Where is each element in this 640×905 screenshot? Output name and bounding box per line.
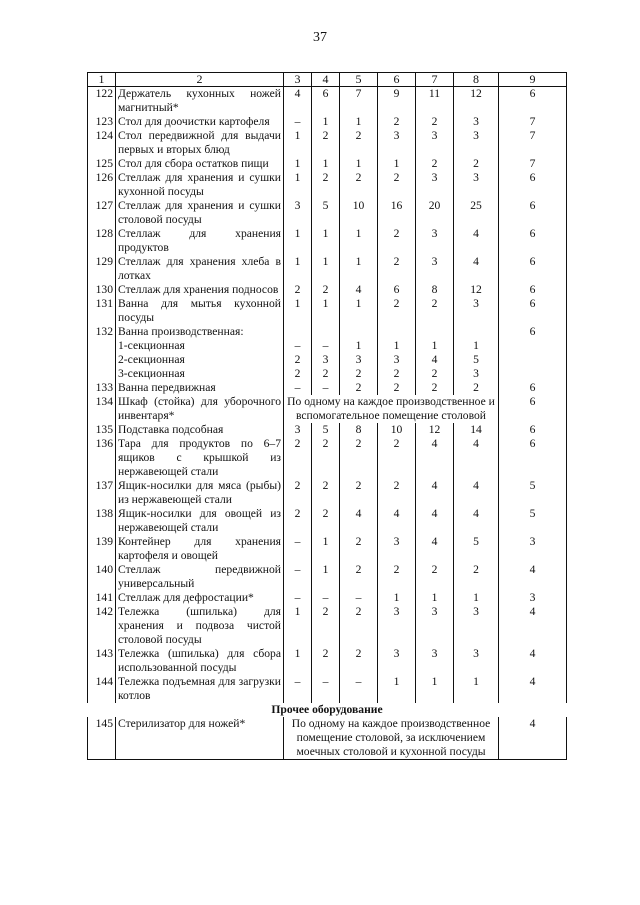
sub-value: 3 (473, 367, 479, 380)
value-cell: 3 (499, 591, 567, 605)
value-cell: 2 (378, 437, 416, 479)
value-cell: 1 (340, 157, 378, 171)
value-cell: 3 (378, 535, 416, 563)
table-row (88, 479, 567, 507)
row-number: 134 (88, 395, 116, 423)
value-cell: 1 (284, 157, 312, 171)
table-row (88, 675, 567, 703)
value-cell (284, 325, 312, 381)
value-cell: 2 (416, 563, 454, 591)
row-number: 141 (88, 591, 116, 605)
row-number: 139 (88, 535, 116, 563)
value-cell: 6 (499, 255, 567, 283)
value-cell: 2 (284, 283, 312, 297)
header-cell: 2 (116, 73, 284, 87)
value-cell: 6 (499, 283, 567, 297)
sub-value: 5 (473, 353, 479, 366)
table-row (88, 395, 567, 423)
value-cell: 3 (378, 129, 416, 157)
sub-value: 1 (473, 339, 479, 352)
value-cell: 2 (378, 171, 416, 199)
value-cell: 4 (499, 647, 567, 675)
value-cell: 2 (378, 227, 416, 255)
value-cell: 2 (312, 283, 340, 297)
sub-value: 3 (355, 353, 362, 366)
value-cell: 3 (284, 423, 312, 437)
item-name: Контейнер для хранения картофеля и овощей (116, 535, 284, 563)
value-cell: 1 (378, 157, 416, 171)
value-cell: 3 (454, 171, 499, 199)
value-cell: 2 (454, 563, 499, 591)
value-cell: 6 (499, 171, 567, 199)
value-cell: 3 (416, 255, 454, 283)
value-cell: – (284, 115, 312, 129)
value-cell: – (340, 675, 378, 703)
item-name: Шкаф (стойка) для уборочного инвентаря* (116, 395, 284, 423)
value-cell: 4 (416, 479, 454, 507)
table-row (88, 157, 567, 171)
value-cell: 2 (454, 381, 499, 395)
value-cell: 20 (416, 199, 454, 227)
item-name: Стерилизатор для ножей* (116, 717, 284, 760)
value-cell: 2 (378, 563, 416, 591)
value-cell: 2 (416, 157, 454, 171)
value-cell: 1 (340, 227, 378, 255)
table-row (88, 255, 567, 283)
row-number: 144 (88, 675, 116, 703)
sub-value: 4 (431, 353, 438, 366)
sub-value: – (322, 339, 329, 352)
value-cell: 4 (416, 437, 454, 479)
equipment-table (87, 72, 567, 760)
value-cell: 3 (454, 605, 499, 647)
value-cell: 2 (284, 479, 312, 507)
table-row (88, 115, 567, 129)
value-cell: 2 (378, 297, 416, 325)
value-cell: 7 (499, 129, 567, 157)
header-cell: 6 (378, 73, 416, 87)
page-number: 37 (313, 30, 327, 45)
item-name: Стол для сбора остатков пищи (116, 157, 284, 171)
item-name: Ванна передвижная (116, 381, 284, 395)
value-cell: 7 (499, 157, 567, 171)
value-cell: 11 (416, 87, 454, 116)
value-cell: – (312, 675, 340, 703)
value-cell: 4 (416, 535, 454, 563)
table-row (88, 129, 567, 157)
value-cell: 16 (378, 199, 416, 227)
sub-value: 2 (431, 367, 438, 380)
value-cell: 3 (454, 647, 499, 675)
item-name: Тара для продуктов по 6–7 ящиков с крышкой из нержавеющей стали (116, 437, 284, 479)
value-cell: 3 (454, 297, 499, 325)
table-row (88, 647, 567, 675)
value-cell (454, 325, 499, 381)
value-cell: 2 (378, 479, 416, 507)
sub-item-name: 2-секционная (118, 353, 185, 366)
value-cell: 1 (312, 157, 340, 171)
value-cell: 25 (454, 199, 499, 227)
sub-value: 3 (393, 353, 400, 366)
row-number: 136 (88, 437, 116, 479)
value-cell: – (284, 675, 312, 703)
value-cell: 8 (340, 423, 378, 437)
value-cell: 2 (312, 605, 340, 647)
value-cell: 1 (312, 297, 340, 325)
value-cell: 2 (340, 605, 378, 647)
table-row (88, 87, 567, 116)
value-cell: 1 (284, 129, 312, 157)
value-cell: 2 (416, 381, 454, 395)
table-row (88, 199, 567, 227)
value-cell: 2 (340, 437, 378, 479)
table-row (88, 325, 567, 381)
value-cell: 1 (284, 297, 312, 325)
value-cell: 2 (340, 171, 378, 199)
row-number: 142 (88, 605, 116, 647)
value-cell: 8 (416, 283, 454, 297)
table-row (88, 423, 567, 437)
value-cell: 1 (312, 255, 340, 283)
value-cell: 1 (416, 591, 454, 605)
value-cell: 1 (454, 591, 499, 605)
value-cell: 2 (312, 479, 340, 507)
value-cell: 4 (340, 507, 378, 535)
value-cell: 2 (340, 129, 378, 157)
value-cell: 7 (499, 115, 567, 129)
value-cell: 5 (312, 199, 340, 227)
value-cell: 3 (416, 647, 454, 675)
row-number: 126 (88, 171, 116, 199)
row-number: 124 (88, 129, 116, 157)
value-cell: 6 (499, 297, 567, 325)
item-name: Тележка (шпилька) для сбора использованной посуды (116, 647, 284, 675)
table-row (88, 437, 567, 479)
value-cell: 7 (340, 87, 378, 116)
value-cell: 2 (312, 647, 340, 675)
header-cell: 1 (88, 73, 116, 87)
value-cell: – (340, 591, 378, 605)
table-row (88, 717, 567, 760)
row-number: 122 (88, 87, 116, 116)
row-number: 145 (88, 717, 116, 760)
item-name: Ящик-носилки для овощей из нержавеющей стали (116, 507, 284, 535)
header-cell: 3 (284, 73, 312, 87)
sub-value: 1 (355, 339, 362, 352)
value-cell: 6 (378, 283, 416, 297)
value-cell: 1 (340, 115, 378, 129)
value-cell: 12 (416, 423, 454, 437)
value-cell: 3 (416, 605, 454, 647)
row-number: 132 (88, 325, 116, 381)
value-cell: 1 (284, 605, 312, 647)
value-cell: 3 (499, 535, 567, 563)
section-row (88, 703, 567, 717)
row-number: 128 (88, 227, 116, 255)
value-cell: 1 (284, 647, 312, 675)
value-cell (378, 325, 416, 381)
value-cell: 3 (416, 227, 454, 255)
item-name: Стеллаж для дефростации* (116, 591, 284, 605)
sub-value: 2 (393, 367, 400, 380)
value-cell: 6 (312, 87, 340, 116)
value-cell: 10 (340, 199, 378, 227)
item-name: Стол передвижной для выдачи первых и вторых блюд (116, 129, 284, 157)
value-cell (340, 325, 378, 381)
item-name: Тележка (шпилька) для хранения и подвоза чистой столовой посуды (116, 605, 284, 647)
item-name: Держатель кухонных ножей магнитный* (116, 87, 284, 116)
item-name: Стеллаж для хранения подносов (116, 283, 284, 297)
section-title: Прочее оборудование (271, 703, 383, 716)
value-cell: 2 (284, 507, 312, 535)
value-cell: 4 (499, 563, 567, 591)
sub-value: 3 (322, 353, 329, 366)
value-cell: 2 (454, 157, 499, 171)
value-cell: 4 (499, 717, 567, 760)
sub-value: – (294, 339, 301, 352)
value-cell: 4 (499, 605, 567, 647)
value-cell: – (284, 591, 312, 605)
row-number: 143 (88, 647, 116, 675)
value-cell: 4 (454, 255, 499, 283)
sub-value: 2 (355, 367, 362, 380)
value-cell: – (284, 381, 312, 395)
table-row (88, 171, 567, 199)
table-row (88, 605, 567, 647)
value-cell: 1 (312, 227, 340, 255)
table-row (88, 563, 567, 591)
value-cell: – (312, 591, 340, 605)
value-cell: 6 (499, 325, 567, 381)
value-cell: 2 (312, 171, 340, 199)
row-number: 137 (88, 479, 116, 507)
item-name: Стол для доочистки картофеля (116, 115, 284, 129)
value-cell: 3 (284, 199, 312, 227)
row-number: 133 (88, 381, 116, 395)
value-cell: – (284, 563, 312, 591)
row-number: 125 (88, 157, 116, 171)
value-cell: 6 (499, 199, 567, 227)
item-name: Подставка подсобная (116, 423, 284, 437)
value-cell: 1 (312, 115, 340, 129)
value-cell: 1 (378, 591, 416, 605)
value-cell: 1 (340, 297, 378, 325)
value-cell: 4 (454, 227, 499, 255)
value-cell: 2 (340, 381, 378, 395)
table-row (88, 227, 567, 255)
value-cell: 5 (312, 423, 340, 437)
item-name: Стеллаж для хранения продуктов (116, 227, 284, 255)
item-name: Стеллаж для хранения и сушки кухонной посуды (116, 171, 284, 199)
value-cell: 4 (454, 479, 499, 507)
value-cell: 2 (340, 647, 378, 675)
row-number: 123 (88, 115, 116, 129)
header-row (88, 73, 567, 87)
value-cell: 6 (499, 395, 567, 423)
value-cell: 2 (340, 563, 378, 591)
sub-value: 1 (431, 339, 438, 352)
row-number: 130 (88, 283, 116, 297)
value-cell: 1 (378, 675, 416, 703)
value-cell: 5 (454, 535, 499, 563)
row-number: 129 (88, 255, 116, 283)
table-body (88, 73, 567, 760)
value-cell: 2 (378, 115, 416, 129)
quantity-note: По одному на каждое производственное помещение столовой, за исключением моечных столовой и кухонной посуды (284, 717, 499, 760)
table-row (88, 283, 567, 297)
table-row (88, 535, 567, 563)
value-cell: 1 (284, 255, 312, 283)
item-name-heading: Ванна производственная: (118, 325, 244, 338)
value-cell (416, 325, 454, 381)
value-cell: 10 (378, 423, 416, 437)
value-cell: – (284, 535, 312, 563)
item-name: Стеллаж передвижной универсальный (116, 563, 284, 591)
value-cell: 3 (378, 647, 416, 675)
table-row (88, 507, 567, 535)
value-cell: 3 (378, 605, 416, 647)
value-cell: 3 (454, 129, 499, 157)
sub-value: 1 (393, 339, 400, 352)
value-cell: 2 (312, 437, 340, 479)
value-cell (312, 325, 340, 381)
value-cell: 12 (454, 87, 499, 116)
value-cell: 1 (312, 535, 340, 563)
value-cell: 5 (499, 507, 567, 535)
value-cell: 2 (378, 255, 416, 283)
value-cell: 2 (416, 115, 454, 129)
header-cell: 8 (454, 73, 499, 87)
value-cell: 4 (284, 87, 312, 116)
value-cell: 4 (340, 283, 378, 297)
value-cell: 14 (454, 423, 499, 437)
value-cell: 4 (499, 675, 567, 703)
item-name: Ящик-носилки для мяса (рыбы) из нержавеющей стали (116, 479, 284, 507)
value-cell: 2 (312, 129, 340, 157)
sub-value: 2 (294, 367, 301, 380)
row-number: 135 (88, 423, 116, 437)
value-cell: 2 (312, 507, 340, 535)
row-number: 138 (88, 507, 116, 535)
sub-item-name: 1-секционная (118, 339, 185, 352)
header-cell: 7 (416, 73, 454, 87)
value-cell: 2 (340, 535, 378, 563)
value-cell: 4 (416, 507, 454, 535)
value-cell: 3 (416, 129, 454, 157)
header-cell: 4 (312, 73, 340, 87)
sub-value: 2 (322, 367, 329, 380)
value-cell: 4 (378, 507, 416, 535)
value-cell: 5 (499, 479, 567, 507)
value-cell: 1 (284, 227, 312, 255)
item-name: Стеллаж для хранения хлеба в лотках (116, 255, 284, 283)
value-cell: 6 (499, 423, 567, 437)
value-cell: 12 (454, 283, 499, 297)
value-cell: – (312, 381, 340, 395)
value-cell: 4 (454, 437, 499, 479)
item-name: Стеллаж для хранения и сушки столовой посуды (116, 199, 284, 227)
row-number: 131 (88, 297, 116, 325)
value-cell: 2 (416, 297, 454, 325)
value-cell: 4 (454, 507, 499, 535)
value-cell: 1 (416, 675, 454, 703)
header-cell: 5 (340, 73, 378, 87)
item-name: Ванна для мытья кухонной посуды (116, 297, 284, 325)
sub-value: 2 (294, 353, 301, 366)
value-cell: 3 (454, 115, 499, 129)
row-number: 127 (88, 199, 116, 227)
value-cell: 3 (416, 171, 454, 199)
value-cell: 1 (340, 255, 378, 283)
value-cell: 6 (499, 227, 567, 255)
value-cell: 1 (284, 171, 312, 199)
value-cell: 6 (499, 437, 567, 479)
table-row (88, 381, 567, 395)
value-cell: 9 (378, 87, 416, 116)
value-cell: 2 (284, 437, 312, 479)
value-cell: 1 (454, 675, 499, 703)
item-name: Тележка подъемная для загрузки котлов (116, 675, 284, 703)
value-cell: 6 (499, 381, 567, 395)
table-row (88, 297, 567, 325)
sub-item-name: 3-секционная (118, 367, 185, 380)
header-cell: 9 (499, 73, 567, 87)
row-number: 140 (88, 563, 116, 591)
value-cell: 2 (378, 381, 416, 395)
table-row (88, 591, 567, 605)
quantity-note: По одному на каждое производственное и вспомогательное помещение столовой (284, 395, 499, 423)
value-cell: 2 (340, 479, 378, 507)
value-cell: 6 (499, 87, 567, 116)
item-name (116, 325, 284, 381)
value-cell: 1 (312, 563, 340, 591)
